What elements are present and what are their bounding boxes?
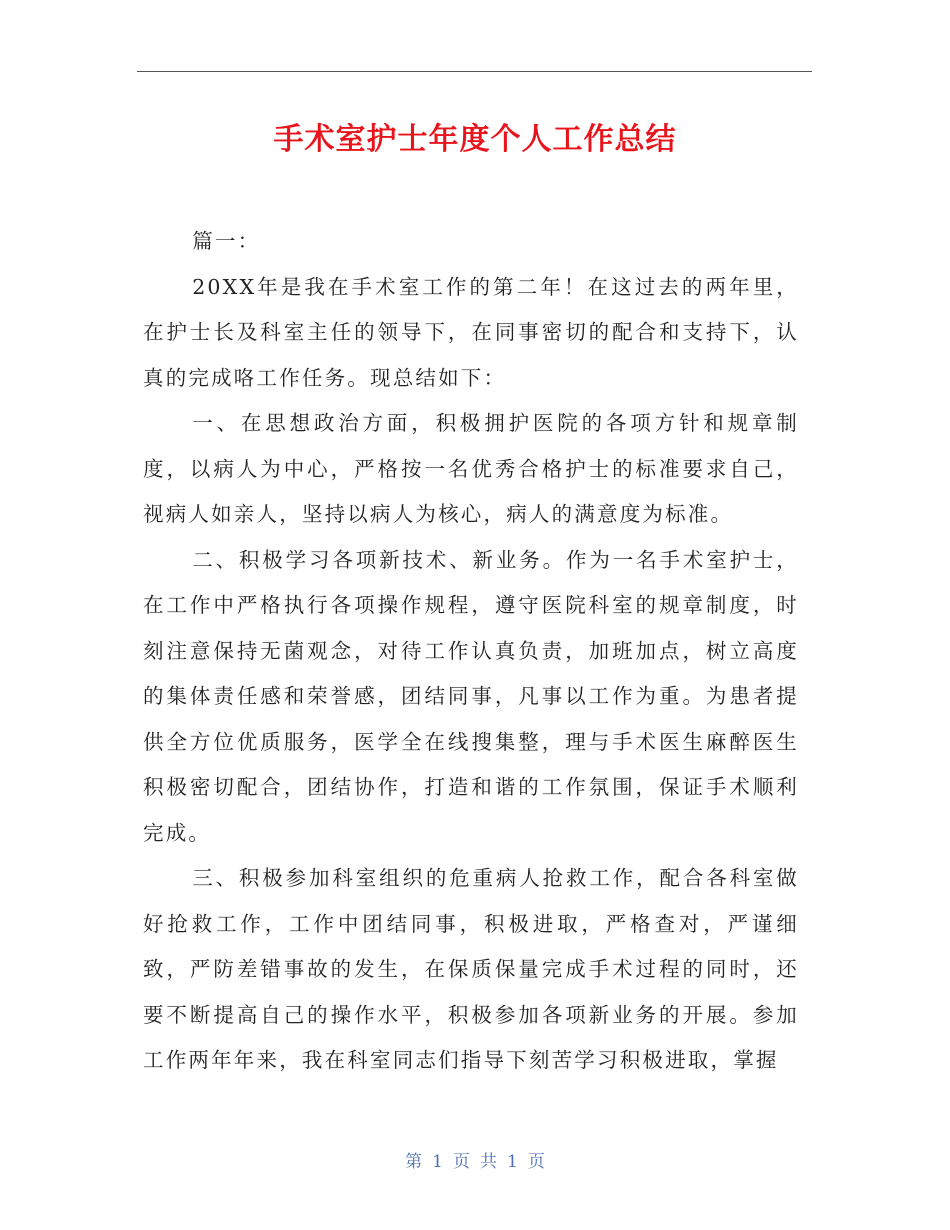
paragraph-point-2: 二、积极学习各项新技术、新业务。作为一名手术室护士，在工作中严格执行各项操作规程，遵守医院科室的规章制度，时刻注意保持无菌观念，对待工作认真负责，加班加点，树立高度的集体责任感和荣誉感，团结同事，凡事以工作为重。为患者提供全方位优质服务，医学全在线搜集整，理与手术医生麻醉医生积极密切配合，团结协作，打造和谐的工作氛围，保证手术顺利完成。 [143,547,799,845]
paragraph-intro: 20XX年是我在手术室工作的第二年！在这过去的两年里，在护士长及科室主任的领导下，在同事密切的配合和支持下，认真的完成咯工作任务。现总结如下： [143,274,799,390]
paragraph-point-3: 三、积极参加科室组织的危重病人抢救工作，配合各科室做好抢救工作，工作中团结同事，积极进取，严格查对，严谨细致，严防差错事故的发生，在保质保量完成手术过程的同时，还要不断提高自己的操作水平，积极参加各项新业务的开展。参加工作两年年来，我在科室同志们指导下刻苦学习积极进取，掌握 [143,866,799,1072]
footer-page-label: 第 [405,1152,423,1172]
footer-total-unit: 页 [527,1152,545,1172]
footer-total-pages: 1 [507,1152,518,1172]
footer-total-label: 共 [480,1152,497,1172]
header-rule [137,71,812,72]
paragraph-point-1: 一、在思想政治方面，积极拥护医院的各项方针和规章制度，以病人为中心，严格按一名优秀合格护士的标准要求自己，视病人如亲人，坚持以病人为核心，病人的满意度为标准。 [143,411,799,526]
document-title: 手术室护士年度个人工作总结 [273,122,677,157]
page-footer [0,1147,950,1177]
footer-page-unit: 页 [453,1152,470,1172]
document-body [143,219,799,1084]
paragraph-section-label: 篇一： [192,229,261,253]
footer-current-page: 1 [432,1152,443,1172]
